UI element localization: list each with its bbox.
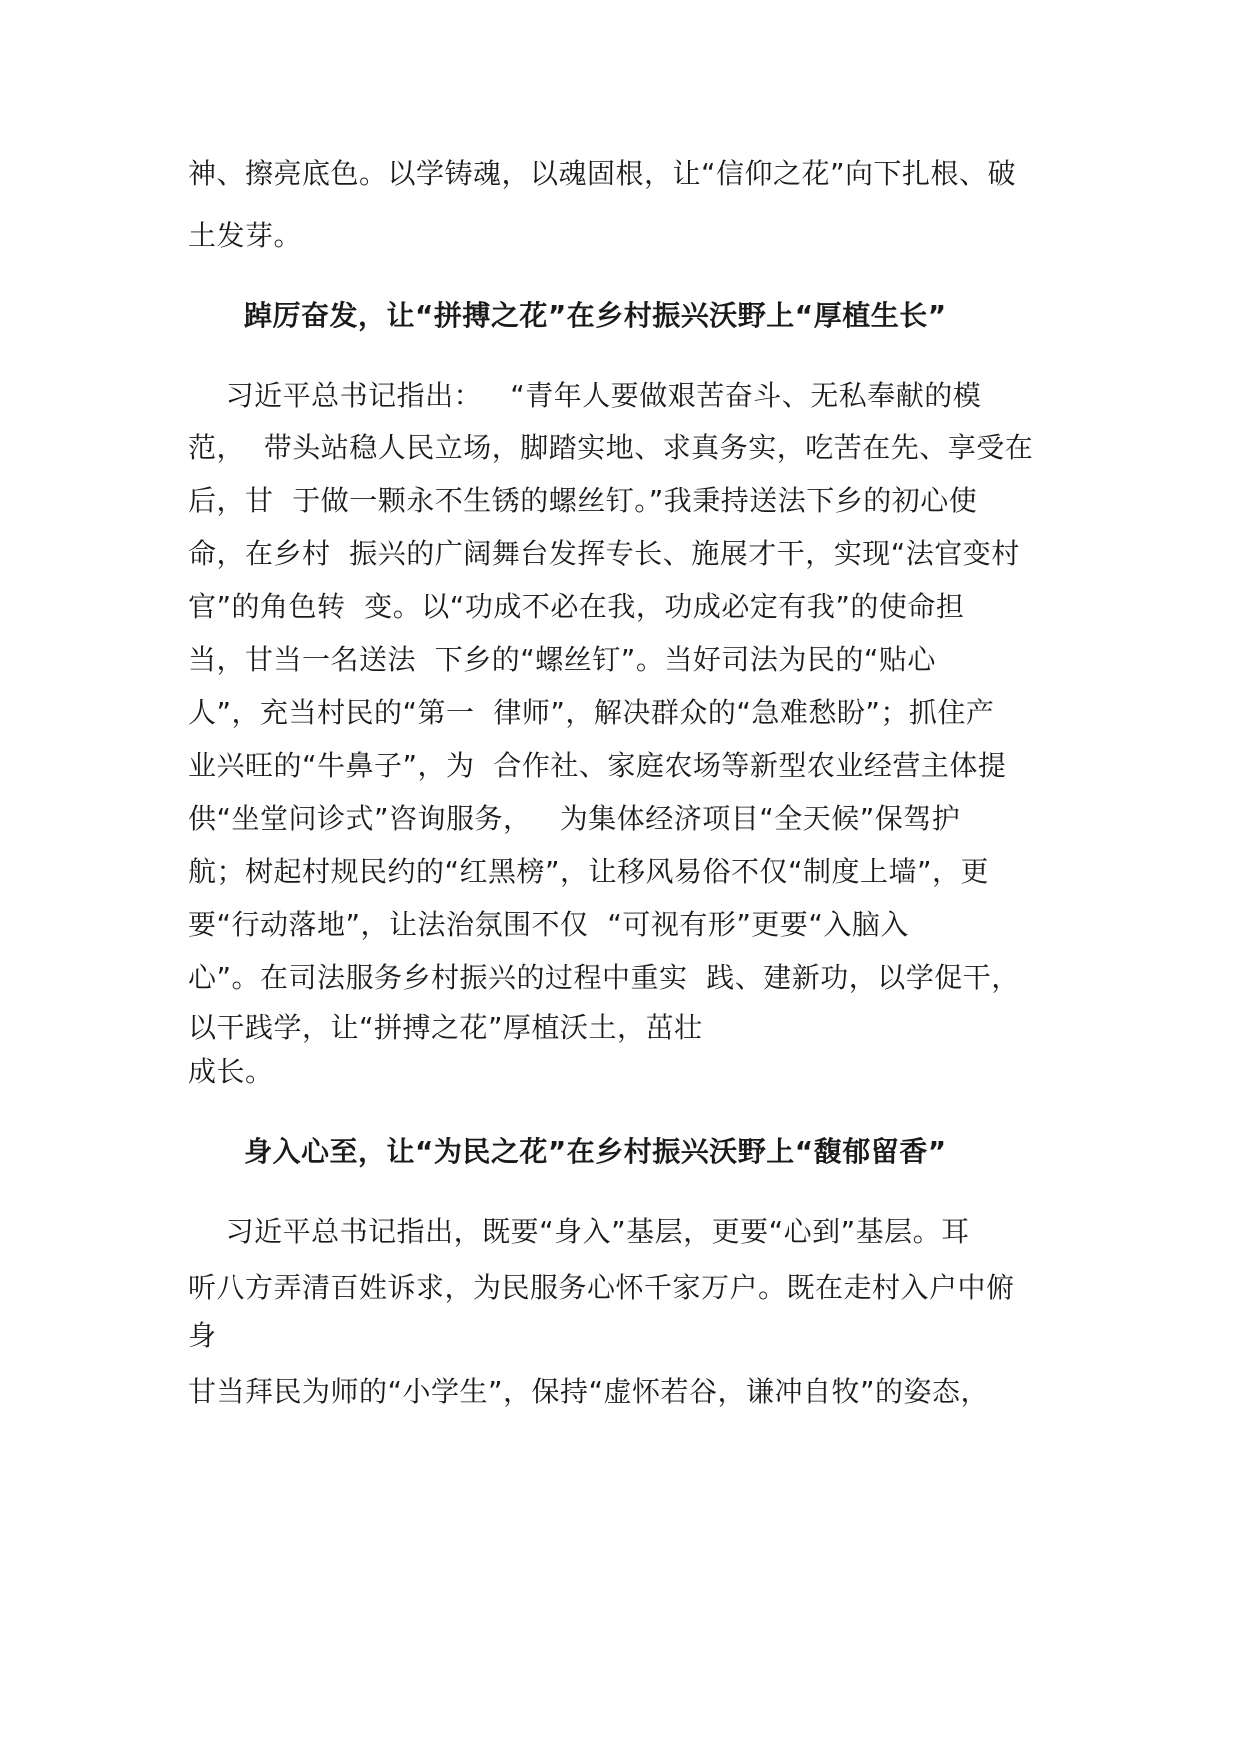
paragraph-line: 后，甘 于做一颗永不生锈的螺丝钉。”我秉持送法下乡的初心使 [188, 484, 978, 517]
paragraph-line: 成长。 [188, 1055, 274, 1088]
paragraph-line: 身 [188, 1319, 217, 1352]
paragraph-line: 甘当拜民为师的“小学生”，保持“虚怀若谷，谦冲自牧”的姿态， [188, 1375, 990, 1408]
paragraph-line: 听八方弄清百姓诉求，为民服务心怀千家万户。既在走村入户中俯 [188, 1271, 1015, 1304]
section-heading: 踔厉奋发，让“拼搏之花”在乡村振兴沃野上“厚植生长” [244, 299, 947, 332]
paragraph-line: 当，甘当一名送法 下乡的“螺丝钉”。当好司法为民的“贴心 [188, 643, 936, 676]
paragraph-line: 官”的角色转 变。以“功成不必在我，功成必定有我”的使命担 [188, 590, 965, 623]
paragraph-line: 土发芽。 [188, 219, 303, 252]
section-heading: 身入心至，让“为民之花”在乡村振兴沃野上“馥郁留香” [244, 1135, 947, 1168]
paragraph-line: 人”，充当村民的“第一 律师”，解决群众的“急难愁盼”；抓住产 [188, 696, 995, 729]
paragraph-line: 供“坐堂问诊式”咨询服务， 为集体经济项目“全天候”保驾护 [188, 802, 961, 835]
paragraph-line: 习近平总书记指出： “青年人要做艰苦奋斗、无私奉献的模 [188, 379, 982, 412]
paragraph-line: 范， 带头站稳人民立场，脚踏实地、求真务实，吃苦在先、享受在 [188, 431, 1034, 464]
paragraph-line: 以干践学，让“拼搏之花”厚植沃土，茁壮 [188, 1011, 703, 1044]
paragraph-line: 神、擦亮底色。以学铸魂，以魂固根，让“信仰之花”向下扎根、破 [188, 157, 1017, 190]
paragraph-line: 心”。在司法服务乡村振兴的过程中重实 践、建新功，以学促干， [188, 961, 1020, 994]
paragraph-line: 命，在乡村 振兴的广阔舞台发挥专长、施展才干，实现“法官变村 [188, 537, 1020, 570]
paragraph-line: 要“行动落地”，让法治氛围不仅 “可视有形”更要“入脑入 [188, 908, 909, 941]
paragraph-line: 航；树起村规民约的“红黑榜”，让移风易俗不仅“制度上墙”，更 [188, 855, 990, 888]
paragraph-line: 习近平总书记指出，既要“身入”基层，更要“心到”基层。耳 [188, 1215, 970, 1248]
paragraph-line: 业兴旺的“牛鼻子”，为 合作社、家庭农场等新型农业经营主体提 [188, 749, 1007, 782]
